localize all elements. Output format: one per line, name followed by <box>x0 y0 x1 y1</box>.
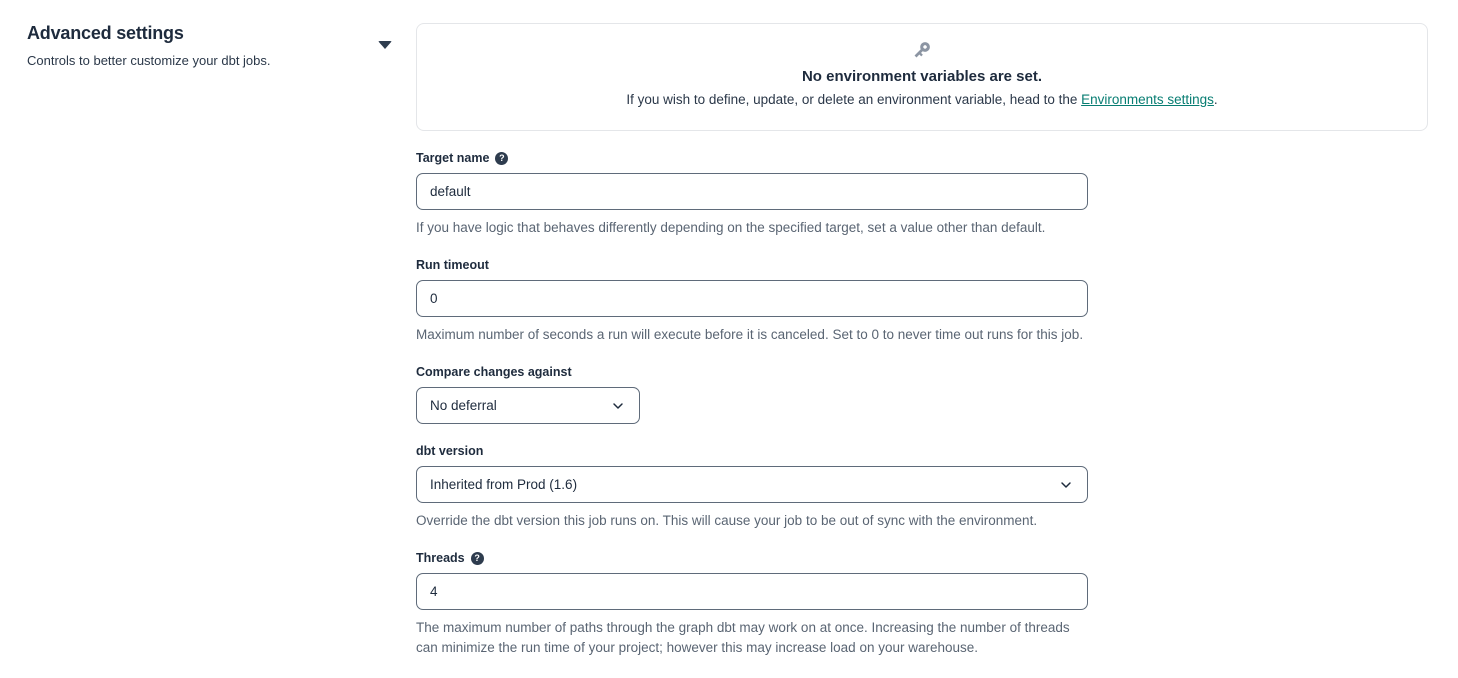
target-name-group <box>416 151 1428 238</box>
environments-settings-link[interactable]: Environments settings <box>1081 92 1214 107</box>
env-banner-body <box>417 92 1427 107</box>
dbt-version-helper: Override the dbt version this job runs on. This will cause your job to be out of sync with the environment. <box>416 513 1038 528</box>
compare-changes-select[interactable] <box>416 387 640 424</box>
threads-group <box>416 551 1428 658</box>
dbt-version-group <box>416 444 1428 531</box>
threads-helper: The maximum number of paths through the graph dbt may work on at once. Increasing the number of threads can minimize the run time of your project; however this may increase load on your warehouse. <box>416 620 1070 655</box>
run-timeout-group <box>416 258 1428 345</box>
settings-form <box>416 23 1428 678</box>
env-banner-title: No environment variables are set. <box>801 68 1043 85</box>
compare-changes-label-text: Compare changes against <box>416 365 572 379</box>
compare-changes-label <box>416 365 1428 379</box>
page-subtitle: Controls to better customize your dbt jobs. <box>27 53 271 68</box>
chevron-down-icon <box>610 398 626 414</box>
dbt-version-value: Inherited from Prod (1.6) <box>430 477 578 492</box>
collapse-caret-icon[interactable] <box>378 41 392 49</box>
target-name-helper: If you have logic that behaves differently depending on the specified target, set a value other than default. <box>416 220 1046 235</box>
run-timeout-helper: Maximum number of seconds a run will execute before it is canceled. Set to 0 to never time out runs for this job. <box>416 327 1084 342</box>
section-intro <box>27 23 416 678</box>
run-timeout-input[interactable] <box>416 280 1088 317</box>
env-banner-body-prefix: If you wish to define, update, or delete an environment variable, head to the <box>626 92 1082 107</box>
threads-help-icon[interactable]: ? <box>471 552 484 565</box>
compare-changes-value: No deferral <box>430 398 497 413</box>
chevron-down-icon <box>1058 477 1074 493</box>
threads-input[interactable] <box>416 573 1088 610</box>
dbt-version-label-text: dbt version <box>416 444 484 458</box>
threads-label <box>416 551 1428 565</box>
compare-changes-group <box>416 365 1428 424</box>
run-timeout-label <box>416 258 1428 272</box>
dbt-version-select[interactable] <box>416 466 1088 503</box>
key-icon <box>417 39 1427 61</box>
dbt-version-label <box>416 444 1428 458</box>
run-timeout-label-text: Run timeout <box>416 258 489 272</box>
env-banner-body-suffix: . <box>1213 92 1218 107</box>
target-name-label <box>416 151 1428 165</box>
threads-label-text: Threads <box>416 551 465 565</box>
target-name-input[interactable] <box>416 173 1088 210</box>
target-name-help-icon[interactable]: ? <box>495 152 508 165</box>
page-title: Advanced settings <box>27 23 184 43</box>
target-name-label-text: Target name <box>416 151 490 165</box>
env-variables-banner <box>416 23 1428 131</box>
